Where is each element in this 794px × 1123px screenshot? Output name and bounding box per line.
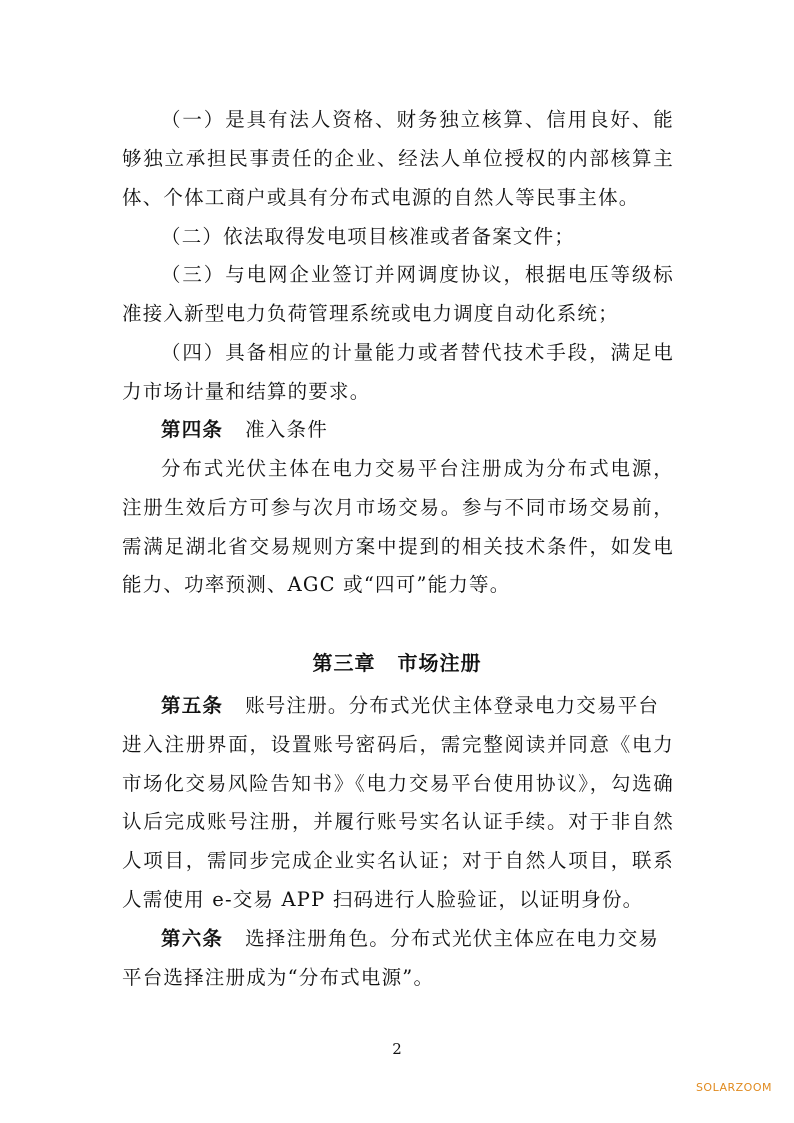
article-4-line-2: 注册生效后方可参与次月市场交易。参与不同市场交易前，: [122, 496, 674, 519]
paragraph-3-line-2: 准接入新型电力负荷管理系统或电力调度自动化系统；: [122, 302, 619, 325]
chapter-heading: [0, 650, 794, 676]
paragraph-4-line-1: （四）具备相应的计量能力或者替代技术手段，满足电: [161, 341, 674, 364]
paragraph-3-line-1: （三）与电网企业签订并网调度协议，根据电压等级标: [161, 263, 674, 286]
article-4-title: 第四条: [161, 418, 224, 441]
chapter-number: 第三章: [312, 651, 376, 675]
article-5-line-6: 人需使用 e-交易 APP 扫码进行人脸验证，以证明身份。: [122, 888, 644, 911]
article-6-line-2: 平台选择注册成为“分布式电源”。: [122, 966, 435, 989]
chapter-name: 市场注册: [397, 651, 482, 675]
article-4-line-4: 能力、功率预测、AGC 或“四可”能力等。: [122, 573, 511, 596]
page-number: 2: [392, 1040, 402, 1058]
article-4-line-3: 需满足湖北省交易规则方案中提到的相关技术条件，如发电: [122, 535, 674, 558]
paragraph-4-line-2: 力市场计量和结算的要求。: [122, 380, 371, 403]
watermark-logo: SOLARZOOM: [695, 1081, 772, 1094]
article-6-line-1-text: 选择注册角色。分布式光伏主体应在电力交易: [245, 927, 660, 950]
article-5-line-4: 认后完成账号注册，并履行账号实名认证手续。对于非自然: [122, 810, 674, 833]
paragraph-2-line-1: （二）依法取得发电项目核准或者备案文件；: [161, 225, 576, 248]
paragraph-1-line-3: 体、个体工商户或具有分布式电源的自然人等民事主体。: [122, 186, 640, 209]
article-5-line-1-text: 账号注册。分布式光伏主体登录电力交易平台: [245, 694, 660, 717]
paragraph-1-line-1: （一）是具有法人资格、财务独立核算、信用良好、能: [161, 108, 674, 131]
article-5-line-3: 市场化交易风险告知书》《电力交易平台使用协议》，勾选确: [122, 772, 674, 795]
paragraph-1-line-2: 够独立承担民事责任的企业、经法人单位授权的内部核算主: [122, 147, 674, 170]
article-5-line-5: 人项目，需同步完成企业实名认证；对于自然人项目，联系: [122, 849, 674, 872]
article-5-title: 第五条: [161, 694, 224, 717]
article-5-line-2: 进入注册界面，设置账号密码后，需完整阅读并同意《电力: [122, 733, 674, 756]
article-6-line-1: [161, 927, 674, 951]
article-4-heading-text: 准入条件: [245, 418, 328, 441]
article-6-title: 第六条: [161, 927, 224, 950]
article-4-line-1: 分布式光伏主体在电力交易平台注册成为分布式电源，: [161, 457, 674, 480]
article-4-heading: [161, 418, 674, 442]
article-5-line-1: [161, 694, 674, 718]
